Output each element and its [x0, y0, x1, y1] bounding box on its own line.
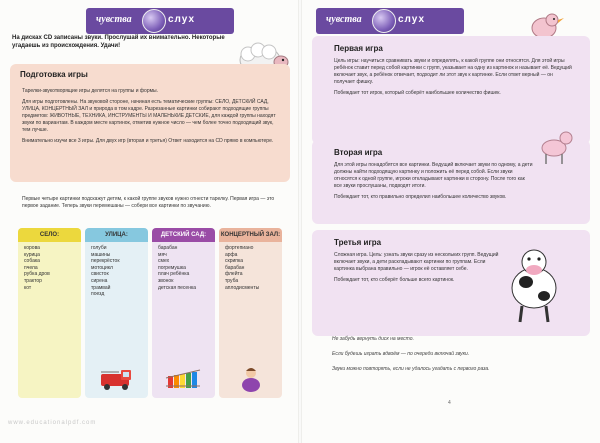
list-item: барабан: [225, 264, 245, 271]
card-list: [152, 242, 215, 291]
ear-ball-icon: [142, 9, 166, 33]
xylophone-icon: [164, 366, 204, 392]
list-item: корова: [24, 245, 40, 251]
banner-word-hearing: слух: [398, 14, 426, 25]
closing-note: Звуки можно повторять, если не удалось угадать с первого раза.: [332, 366, 490, 372]
list-item: собака: [24, 258, 40, 265]
first-game-title: Первая игра: [334, 44, 383, 53]
card-village: [18, 228, 81, 398]
after-preparation-text: Первые четыре картинки подскажут детям, к какой группе звуков нужно отнести тарелку. Первая игра — это первое задание. Теперь звуки перемешаны — собери все картинки по звучанию.: [22, 196, 275, 209]
list-item: пчела: [24, 264, 38, 271]
second-game-paragraph: Для этой игры понадобятся все картинки. Ведущий включает звуки по одному, а дети должны найти подходящую картинку и положить её перед собой. Если звуки относятся к одной группе, игроки откладывают картинки в сторону. После того как все звуки прослушаны, подводят итоги.: [334, 162, 533, 189]
preparation-paragraph: Для игры подготовлены. На звуковой стороне, начиная есть тематические группы: СЕЛО, ДЕТСКИЙ САД, УЛИЦА, КОНЦЕРТНЫЙ ЗАЛ и природа в том кадре. Разрезанные картинки собирают подходящие группы предметов: ЖИВОТНЫЕ, ТЕХНИКА, ИНСТРУМЕНТЫ И МАЛЕНЬКИЕ ДЕТСКИЕ, для каждой группы находят звуки по вариантам. В каждом месте картинок, отметив нужное число — чем более точно подходящий звук, тем лучше.: [22, 99, 276, 133]
preparation-title: Подготовка игры: [20, 70, 88, 79]
third-game-title: Третья игра: [334, 238, 382, 247]
list-item: звонок: [158, 277, 174, 284]
list-item: погремушка: [158, 264, 186, 271]
list-item: фортепиано: [225, 245, 254, 251]
list-item: флейта: [225, 271, 243, 278]
card-list: [18, 242, 81, 291]
ear-ball-icon: [372, 9, 396, 33]
closing-note: Не забудь вернуть диск на место.: [332, 336, 414, 342]
preparation-text: [22, 88, 282, 149]
list-item: трактор: [24, 277, 42, 284]
list-item: голуби: [91, 245, 107, 251]
list-item: труба: [225, 277, 239, 284]
book-spine: [298, 0, 302, 443]
list-item: смех: [158, 258, 170, 265]
watermark: www.educationalpdf.com: [8, 420, 97, 426]
list-item: детская песенка: [158, 284, 197, 291]
card-kindergarten: [152, 228, 215, 398]
fire-truck-icon: [97, 366, 137, 392]
list-item: барабан: [158, 245, 178, 251]
singer-icon: [231, 362, 271, 394]
list-item: аплодисменты: [225, 284, 260, 291]
poodle-icon: [534, 126, 574, 166]
sound-group-cards: [18, 228, 282, 398]
list-item: поезд: [91, 291, 105, 298]
card-header: КОНЦЕРТНЫЙ ЗАЛ:: [219, 228, 282, 242]
card-street: [85, 228, 148, 398]
card-concert-hall: [219, 228, 282, 398]
page-number: 4: [448, 400, 451, 406]
second-game-text: [334, 162, 534, 205]
list-item: скрипка: [225, 258, 244, 265]
list-item: кот: [24, 284, 32, 291]
list-item: сирена: [91, 277, 108, 284]
first-game-paragraph: Побеждает тот игрок, который соберёт наибольшее количество фишек.: [334, 90, 501, 96]
third-game-paragraph: Сложная игра. Цель: узнать звуки сразу из нескольких групп. Ведущий включает звуки, а дети раскладывают картинки по группам. Если картинка выбрана правильно — игрок её оставляет себе.: [334, 252, 499, 272]
third-game-text: [334, 252, 502, 288]
card-list: [85, 242, 148, 298]
list-item: мотоцикл: [91, 264, 113, 271]
header-banner-left: [86, 8, 234, 34]
preparation-paragraph: Внимательно изучи все 3 игры. Для двух игр (вторая и третья) Ответ находится на CD прямо в компьютере.: [22, 138, 274, 144]
list-item: плач ребёнка: [158, 271, 190, 278]
closing-notes: [332, 336, 572, 381]
list-item: трамвай: [91, 284, 111, 291]
list-item: мяч: [158, 251, 167, 258]
card-list: [219, 242, 282, 291]
list-item: рубка дров: [24, 271, 50, 278]
card-header: СЕЛО:: [18, 228, 81, 242]
header-banner-right: [316, 8, 464, 34]
card-header: ДЕТСКИЙ САД:: [152, 228, 215, 242]
first-game-text: [334, 58, 574, 101]
second-game-title: Вторая игра: [334, 148, 383, 157]
banner-word-hearing: слух: [168, 14, 196, 25]
card-header: УЛИЦА:: [85, 228, 148, 242]
third-game-paragraph: Побеждает тот, кто соберёт больше всего картинок.: [334, 277, 455, 283]
second-game-paragraph: Побеждает тот, кто правильно определил наибольшее количество звуков.: [334, 194, 507, 200]
closing-note: Если будешь играть вдвоём — по очереди включай звуки.: [332, 351, 470, 357]
list-item: перекрёсток: [91, 258, 120, 265]
list-item: курица: [24, 251, 40, 258]
list-item: арфа: [225, 251, 238, 258]
intro-text: На дисках CD записаны звуки. Прослушай их внимательно. Некоторые угадаешь из происхождения. Удачи!: [12, 35, 225, 49]
banner-word-senses: чувства: [96, 14, 132, 25]
banner-word-senses: чувства: [326, 14, 362, 25]
list-item: свисток: [91, 271, 109, 278]
first-game-paragraph: Цель игры: научиться сравнивать звуки и определять, к какой группе они относятся. Для этой игры ребёнок ставит перед собой картинки с групп, указывает на одну из картинок и называет её. Ведущий включает звук, а ребёнок отвечает, подходит ли этот звук к картинке. Если ответ верный — он получает фишку.: [334, 58, 572, 85]
preparation-paragraph: Тарелки-звукотворящие игры делятся на группы и формы.: [22, 88, 159, 94]
list-item: машины: [91, 251, 111, 258]
cow-icon: [500, 242, 566, 324]
